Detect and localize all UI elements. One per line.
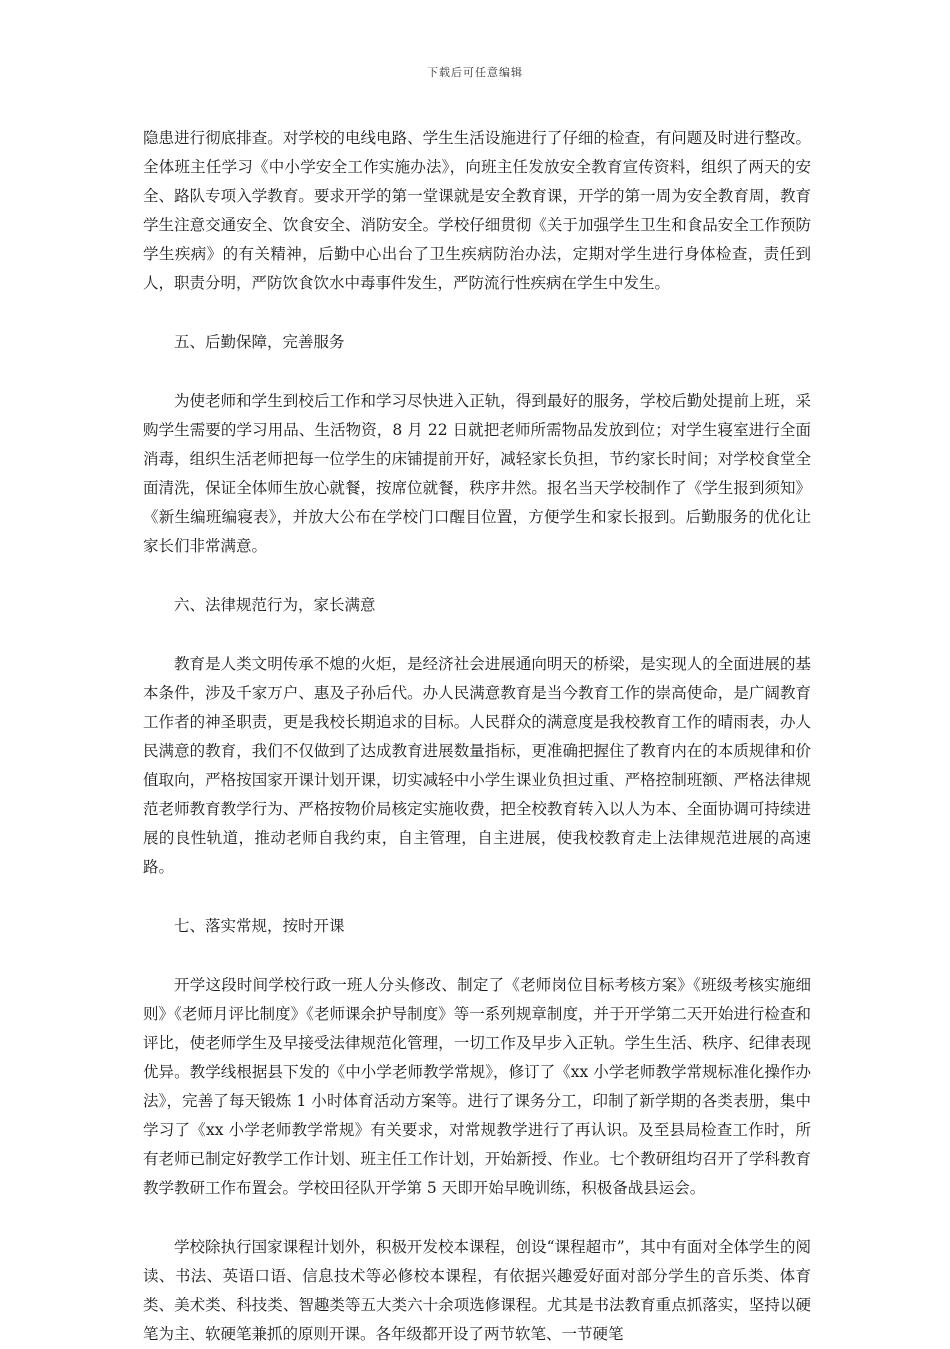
section-heading-6: 六、法律规范行为，家长满意 bbox=[174, 596, 376, 614]
page-header: 下载后可任意编辑 bbox=[427, 66, 523, 79]
section-heading-7: 七、落实常规，按时开课 bbox=[174, 917, 345, 935]
paragraph-logistics: 为使老师和学生到校后工作和学习尽快进入正轨，得到最好的服务，学校后勤处提前上班，采购学生需要的学习用品、生活物资，8 月 22 日就把老师所需物品发放到位；对学生寝室进行全面消毒，组织生活老师把每一位学生的床铺提前开好，减轻家长负担，节约家长时间；对学校食堂全面清洗，保证全体师生放心就餐，按席位就餐，秩序井然。报名当天学校制作了《学生报到须知》《新生编班编寝表》，并放大公布在学校门口醒目位置，方便学生和家长报到。后勤服务的优化让家长们非常满意。 bbox=[143, 392, 811, 555]
document-body bbox=[143, 124, 811, 1349]
paragraph-curriculum: 学校除执行国家课程计划外，积极开发校本课程，创设“课程超市”，其中有面对全体学生的阅读、书法、英语口语、信息技术等必修校本课程，有依据兴趣爱好面对部分学生的音乐类、体育类、美术类、科技类、智趣类等五大类六十余项选修课程。尤其是书法教育重点抓落实，坚持以硬笔为主、软硬笔兼抓的原则开课。各年级都开设了两节软笔、一节硬笔 bbox=[143, 1238, 811, 1343]
paragraph-safety-continued: 隐患进行彻底排查。对学校的电线电路、学生生活设施进行了仔细的检查，有问题及时进行整改。全体班主任学习《中小学安全工作实施办法》，向班主任发放安全教育宣传资料，组织了两天的安全、路队专项入学教育。要求开学的第一堂课就是安全教育课，开学的第一周为安全教育周，教育学生注意交通安全、饮食安全、消防安全。学校仔细贯彻《关于加强学生卫生和食品安全工作预防学生疾病》的有关精神，后勤中心出台了卫生疾病防治办法，定期对学生进行身体检查，责任到人，职责分明，严防饮食饮水中毒事件发生，严防流行性疾病在学生中发生。 bbox=[143, 129, 811, 292]
section-heading-5: 五、后勤保障，完善服务 bbox=[174, 333, 345, 351]
paragraph-routine: 开学这段时间学校行政一班人分头修改、制定了《老师岗位目标考核方案》《班级考核实施细则》《老师月评比制度》《老师课余护导制度》等一系列规章制度，并于开学第二天开始进行检查和评比，使老师学生及早接受法律规范化管理，一切工作及早步入正轨。学生生活、秩序、纪律表现优异。教学线根据县下发的《中小学老师教学常规》，修订了《xx 小学老师教学常规标准化操作办法》，完善了每天锻炼 1 小时体育活动方案等。进行了课务分工，印制了新学期的各类表册，集中学习了《xx 小学老师教学常规》有关要求，对常规教学进行了再认识。及至县局检查工作时，所有老师已制定好教学工作计划、班主任工作计划，开始新授、作业。七个教研组均召开了学科教育教学教研工作布置会。学校田径队开学第 5 天即开始早晚训练，积极备战县运会。 bbox=[143, 976, 811, 1197]
paragraph-legal-education: 教育是人类文明传承不熄的火炬，是经济社会进展通向明天的桥梁，是实现人的全面进展的基本条件，涉及千家万户、惠及子孙后代。办人民满意教育是当今教育工作的崇高使命，是广阔教育工作者的神圣职责，更是我校长期追求的目标。人民群众的满意度是我校教育工作的晴雨表，办人民满意的教育，我们不仅做到了达成教育进展数量指标，更准确把握住了教育内在的本质规律和价值取向，严格按国家开课计划开课，切实减轻中小学生课业负担过重、严格控制班额、严格法律规范老师教育教学行为、严格按物价局核定实施收费，把全校教育转入以人为本、全面协调可持续进展的良性轨道，推动老师自我约束，自主管理，自主进展，使我校教育走上法律规范进展的高速路。 bbox=[143, 655, 811, 876]
